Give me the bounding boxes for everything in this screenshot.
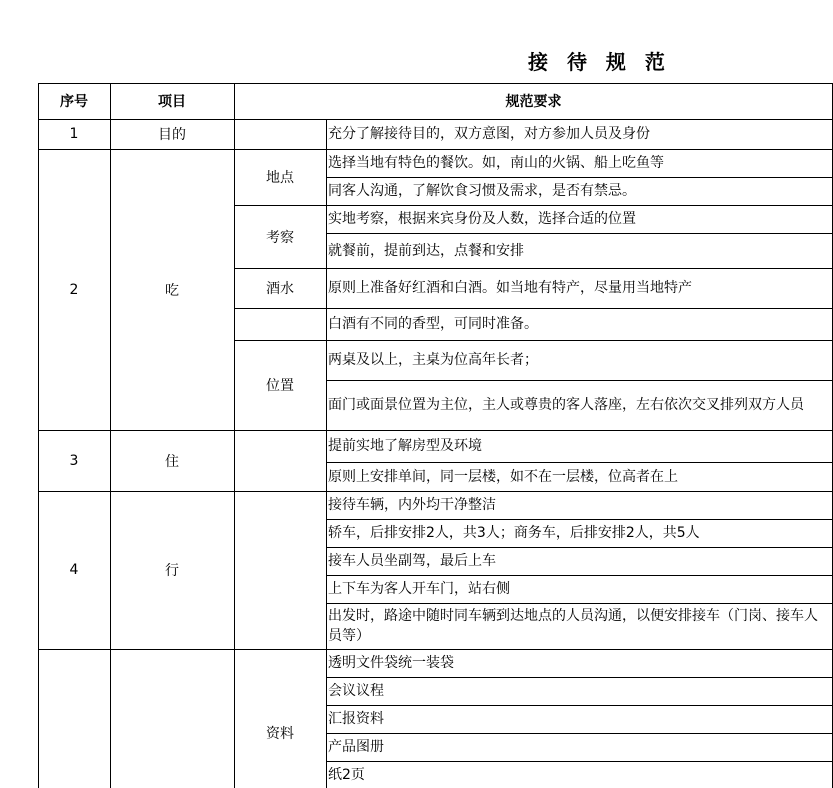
page-title: 接 待 规 范	[528, 50, 671, 74]
spec-line: 会议议程	[328, 683, 384, 699]
spec-line: 纸2页	[328, 766, 365, 783]
sub-item: 资料	[266, 725, 294, 742]
grid-line	[326, 547, 833, 548]
spec-line: 轿车，后排安排2人，共3人；商务车，后排安排2人，共5人	[328, 525, 700, 541]
grid-line	[326, 575, 833, 576]
grid-line	[326, 380, 833, 381]
header-no: 序号	[60, 94, 88, 110]
spec-line: 提前实地了解房型及环境	[328, 438, 482, 454]
sub-item: 酒水	[266, 281, 294, 297]
spec-line: 白酒有不同的香型，可同时准备。	[328, 316, 538, 332]
sub-item: 位置	[266, 378, 294, 394]
spec-line: 上下车为客人开车门，站右侧	[328, 581, 510, 597]
spec-line: 就餐前，提前到达，点餐和安排	[328, 242, 524, 259]
spec-line: 接待车辆，内外均干净整洁	[328, 497, 496, 513]
grid-line	[326, 233, 833, 234]
spec-line: 实地考察，根据来宾身份及人数，选择合适的位置	[328, 211, 636, 227]
grid-line	[110, 83, 111, 788]
row-item: 行	[165, 563, 179, 579]
grid-line	[38, 83, 39, 788]
grid-line	[38, 649, 833, 650]
spec-line: 同客人沟通，了解饮食习惯及需求，是否有禁忌。	[328, 183, 636, 199]
grid-line	[326, 603, 833, 604]
spec-line: 原则上安排单间，同一层楼，如不在一层楼，位高者在上	[328, 468, 678, 485]
spec-line: 面门或面景位置为主位，主人或尊贵的客人落座，左右依次交叉排列双方人员	[328, 397, 804, 413]
grid-line	[326, 761, 833, 762]
grid-line	[38, 491, 833, 492]
spec-line: 选择当地有特色的餐饮。如，南山的火锅、船上吃鱼等	[328, 155, 664, 171]
spec-line: 两桌及以上，主桌为位高年长者；	[328, 352, 538, 368]
grid-line	[234, 268, 833, 269]
spec-line: 汇报资料	[328, 711, 384, 727]
grid-line	[326, 177, 833, 178]
grid-line	[38, 430, 833, 431]
sub-item: 地点	[266, 170, 294, 186]
grid-line	[326, 119, 327, 788]
grid-line	[234, 308, 833, 309]
row-item: 住	[165, 453, 179, 470]
row-no: 3	[69, 452, 79, 469]
row-item: 目的	[158, 127, 186, 143]
grid-line	[326, 519, 833, 520]
row-item: 吃	[165, 282, 179, 299]
grid-line	[234, 83, 235, 788]
spec-line: 透明文件袋统一装袋	[328, 655, 454, 671]
header-item: 项目	[158, 94, 186, 110]
grid-line	[38, 149, 833, 150]
grid-line	[326, 677, 833, 678]
grid-line	[38, 119, 833, 120]
spec-line: 产品图册	[328, 739, 384, 755]
grid-line	[234, 340, 833, 341]
grid-line	[38, 83, 833, 84]
header-spec: 规范要求	[505, 94, 562, 110]
spec-line: 出发时，路途中随时同车辆到达地点的人员沟通，以便安排接车（门岗、接车人员等）	[328, 608, 818, 644]
spec-line: 接车人员坐副驾，最后上车	[328, 553, 496, 569]
sub-item: 考察	[266, 229, 294, 246]
spec-line: 充分了解接待目的，双方意图，对方参加人员及身份	[328, 126, 650, 142]
row-no: 1	[69, 126, 79, 142]
grid-line	[234, 205, 833, 206]
grid-line	[326, 462, 833, 463]
spec-line: 原则上准备好红酒和白酒。如当地有特产，尽量用当地特产	[328, 280, 692, 296]
grid-line	[326, 733, 833, 734]
grid-line	[326, 705, 833, 706]
row-no: 2	[69, 281, 79, 298]
row-no: 4	[69, 562, 79, 578]
